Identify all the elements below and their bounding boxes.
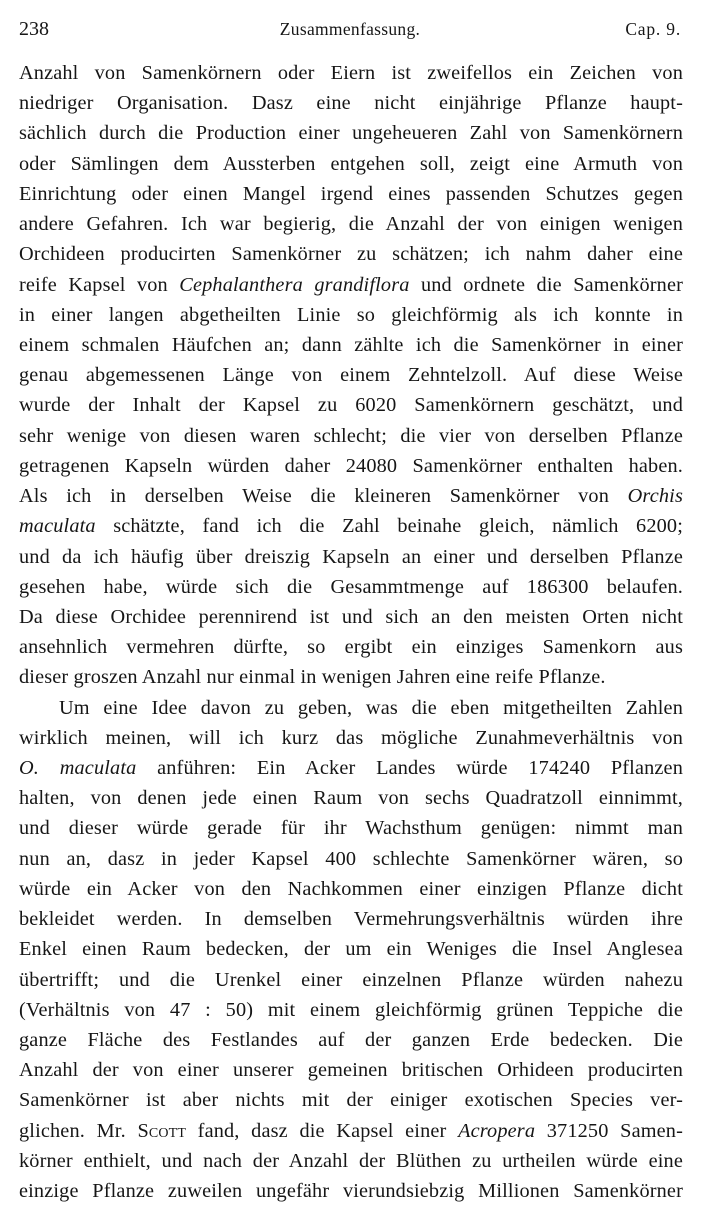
text-line: wurde der Inhalt der Kapsel zu 6020 Samenkörnern geschätzt, und [19, 394, 683, 417]
species-name: Cephalanthera grandiflora [179, 273, 410, 296]
text-line: halten, von denen jede einen Raum von sechs Quadratzoll einnimmt, [19, 787, 683, 810]
text-line: (Verhältnis von 47 : 50) mit einem gleichförmig grünen Teppiche die [19, 998, 683, 1021]
text-line: ganze Fläche des Festlandes auf der ganzen Erde bedecken. Die [19, 1029, 683, 1051]
text-line: oder Sämlingen dem Aussterben entgehen soll, zeigt eine Armuth von [19, 152, 683, 175]
text-line: getragenen Kapseln würden daher 24080 Samenkörner enthalten haben. [19, 454, 683, 477]
running-head [19, 14, 681, 44]
text-line: in einer langen abgetheilten Linie so gleichförmig als ich konnte in [19, 303, 683, 326]
text-line: Einrichtung oder einen Mangel irgend eines passenden Schutzes gegen [19, 182, 683, 205]
paragraph-2 [19, 693, 683, 1206]
species-name: Acropera [458, 1119, 536, 1142]
text-line: und da ich häufig über dreiszig Kapseln an einer und derselben Pflanze [19, 545, 683, 568]
paragraph-1 [19, 58, 683, 693]
chapter-label: Cap. 9. [625, 19, 681, 39]
text-run: fand, dasz die Kapsel einer [186, 1119, 459, 1142]
text-line: Orchideen producirten Samenkörner zu schätzen; ich nahm daher eine [19, 243, 683, 266]
species-name: Orchis [627, 485, 683, 508]
text-line: Samenkörner ist aber nichts mit der einiger exotischen Species ver- [19, 1089, 683, 1112]
text-line: ansehnlich vermehren dürfte, so ergibt ein einziges Samenkorn aus [19, 636, 683, 659]
text-line: bekleidet werden. In demselben Vermehrungsverhältnis würden ihre [19, 908, 683, 931]
body-text [19, 58, 683, 1206]
person-name: Scott [137, 1119, 187, 1142]
text-line: Enkel einen Raum bedecken, der um ein Weniges die Insel Anglesea [19, 938, 683, 961]
text-line [19, 511, 683, 541]
text-line: übertrifft; und die Urenkel einer einzelnen Pflanze würden nahezu [19, 968, 683, 991]
text-line: nun an, dasz in jeder Kapsel 400 schlechte Samenkörner wären, so [19, 847, 683, 870]
species-name: O. maculata [19, 757, 137, 780]
text-line: würde ein Acker von den Nachkommen einer einzigen Pflanze dicht [19, 877, 683, 900]
text-line [19, 481, 683, 511]
species-name: maculata [19, 515, 96, 538]
text-run: 371250 Samen- [535, 1119, 683, 1142]
text-line: körner enthielt, und nach der Anzahl der Blüthen zu urtheilen würde eine [19, 1149, 683, 1172]
text-line: andere Gefahren. Ich war begierig, die Anzahl der von einigen wenigen [19, 213, 683, 236]
page-number: 238 [19, 18, 49, 40]
text-line: dieser groszen Anzahl nur einmal in wenigen Jahren eine reife Pflanze. [19, 666, 606, 689]
text-line: einzige Pflanze zuweilen ungefähr vierundsiebzig Millionen Samenkörner [19, 1180, 683, 1203]
text-run: und ordnete die Samenkörner [409, 273, 683, 296]
text-line: Anzahl der von einer unserer gemeinen britischen Orhideen producirten [19, 1059, 683, 1082]
running-title: Zusammenfassung. [279, 19, 421, 39]
text-line: einem schmalen Häufchen an; dann zählte ich die Samenkörner in einer [19, 333, 683, 356]
text-line [19, 270, 683, 300]
text-run: glichen. Mr. [19, 1119, 138, 1142]
text-run: anführen: Ein Acker Landes würde 174240 Pflanzen [136, 757, 683, 780]
text-line: Um eine Idee davon zu geben, was die eben mitgetheilten Zahlen [59, 696, 683, 719]
text-line: und dieser würde gerade für ihr Wachsthum genügen: nimmt man [19, 817, 683, 840]
text-line: niedriger Organisation. Dasz eine nicht einjährige Pflanze haupt- [19, 92, 683, 115]
text-line: gesehen habe, würde sich die Gesammtmenge auf 186300 belaufen. [19, 575, 683, 598]
text-line: Anzahl von Samenkörnern oder Eiern ist zweifellos ein Zeichen von [19, 62, 683, 84]
text-line: sächlich durch die Production einer ungeheueren Zahl von Samenkörnern [19, 122, 683, 145]
text-line: sehr wenige von diesen waren schlecht; die vier von derselben Pflanze [19, 424, 683, 447]
text-line: genau abgemessenen Länge von einem Zehntelzoll. Auf diese Weise [19, 364, 683, 387]
text-run: Als ich in derselben Weise die kleineren Samenkörner von [19, 485, 628, 508]
text-line: wirklich meinen, will ich kurz das mögliche Zunahmeverhältnis von [19, 726, 683, 749]
text-run: schätzte, fand ich die Zahl beinahe gleich, nämlich 6200; [95, 515, 683, 538]
text-line [19, 753, 683, 783]
text-line: Da diese Orchidee perennirend ist und sich an den meisten Orten nicht [19, 605, 683, 628]
text-line [19, 1116, 683, 1146]
text-run: reife Kapsel von [19, 273, 180, 296]
